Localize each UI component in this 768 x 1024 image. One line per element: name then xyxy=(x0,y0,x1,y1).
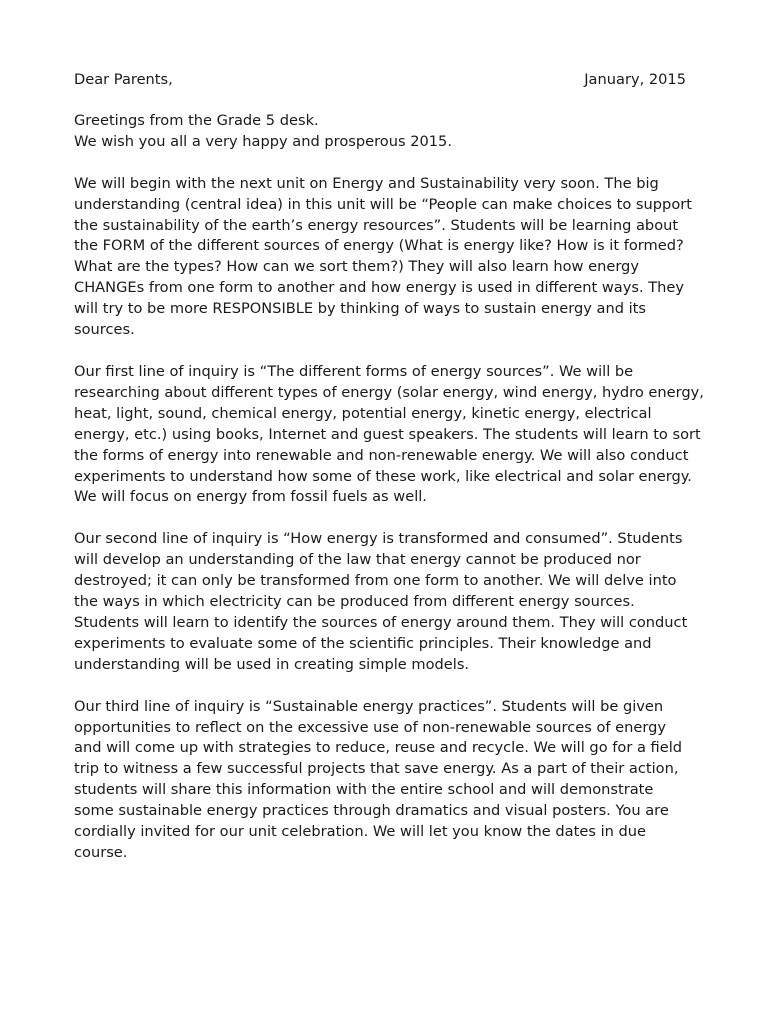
paragraph-line: trip to witness a few successful projects that save energy. As a part of their action, xyxy=(74,760,679,778)
paragraph-line: CHANGEs from one form to another and how energy is used in different ways. They xyxy=(74,279,685,297)
paragraph-line: course. xyxy=(74,844,128,861)
paragraph-line: the ways in which electricity can be produced from different energy sources. xyxy=(74,593,635,611)
salutation: Dear Parents, xyxy=(74,71,173,88)
paragraph-line: understanding (central idea) in this unit will be “People can make choices to support xyxy=(74,195,692,213)
paragraph-unit-intro xyxy=(74,174,692,341)
paragraph-line: students will share this information with the entire school and will demonstrate xyxy=(74,781,654,799)
paragraph-line: Our first line of inquiry is “The different forms of energy sources”. We will be xyxy=(74,362,634,380)
paragraph-line: experiments to evaluate some of the scientific principles. Their knowledge and xyxy=(74,634,652,652)
paragraph-line: sources. xyxy=(74,321,135,339)
paragraph-line: understanding will be used in creating simple models. xyxy=(74,655,470,673)
paragraph-line: and will come up with strategies to reduce, reuse and recycle. We will go for a field xyxy=(74,739,683,757)
letter-header xyxy=(74,70,692,91)
paragraph-line: opportunities to reflect on the excessive use of non-renewable sources of energy xyxy=(74,718,667,736)
paragraph-line: will develop an understanding of the law that energy cannot be produced nor xyxy=(74,551,641,569)
paragraph-line: What are the types? How can we sort them?) They will also learn how energy xyxy=(74,258,639,276)
paragraph-line: the FORM of the different sources of energy (What is energy like? How is it formed? xyxy=(74,237,684,255)
paragraph-greeting xyxy=(74,111,692,153)
paragraph-line: some sustainable energy practices through dramatics and visual posters. You are xyxy=(74,802,669,820)
letter-date: January, 2015 xyxy=(584,71,686,88)
paragraph-line: We will begin with the next unit on Energy and Sustainability very soon. The big xyxy=(74,174,659,192)
paragraph-line: Students will learn to identify the sources of energy around them. They will conduct xyxy=(74,613,688,631)
paragraph-line: researching about different types of energy (solar energy, wind energy, hydro energy, xyxy=(74,383,704,401)
paragraph-line: energy, etc.) using books, Internet and guest speakers. The students will learn to sort xyxy=(74,425,701,443)
paragraph-second-inquiry xyxy=(74,529,692,675)
paragraph-line: experiments to understand how some of these work, like electrical and solar energy. xyxy=(74,467,692,485)
paragraph-line: cordially invited for our unit celebration. We will let you know the dates in due xyxy=(74,823,647,841)
paragraph-line: will try to be more RESPONSIBLE by thinking of ways to sustain energy and its xyxy=(74,300,646,318)
paragraph-line: the forms of energy into renewable and non-renewable energy. We will also conduct xyxy=(74,446,689,464)
paragraph-line: Our second line of inquiry is “How energy is transformed and consumed”. Students xyxy=(74,530,683,548)
paragraph-line: We will focus on energy from fossil fuels as well. xyxy=(74,488,427,506)
paragraph-line: Greetings from the Grade 5 desk. xyxy=(74,111,319,129)
paragraph-line: the sustainability of the earth’s energy resources”. Students will be learning about xyxy=(74,216,679,234)
paragraph-line: We wish you all a very happy and prosperous 2015. xyxy=(74,132,452,150)
paragraph-third-inquiry xyxy=(74,697,692,864)
letter-page xyxy=(74,70,704,885)
paragraph-line: destroyed; it can only be transformed from one form to another. We will delve into xyxy=(74,572,677,590)
paragraph-line: heat, light, sound, chemical energy, potential energy, kinetic energy, electrical xyxy=(74,404,652,422)
paragraph-line: Our third line of inquiry is “Sustainable energy practices”. Students will be given xyxy=(74,697,664,715)
paragraph-first-inquiry xyxy=(74,362,704,508)
